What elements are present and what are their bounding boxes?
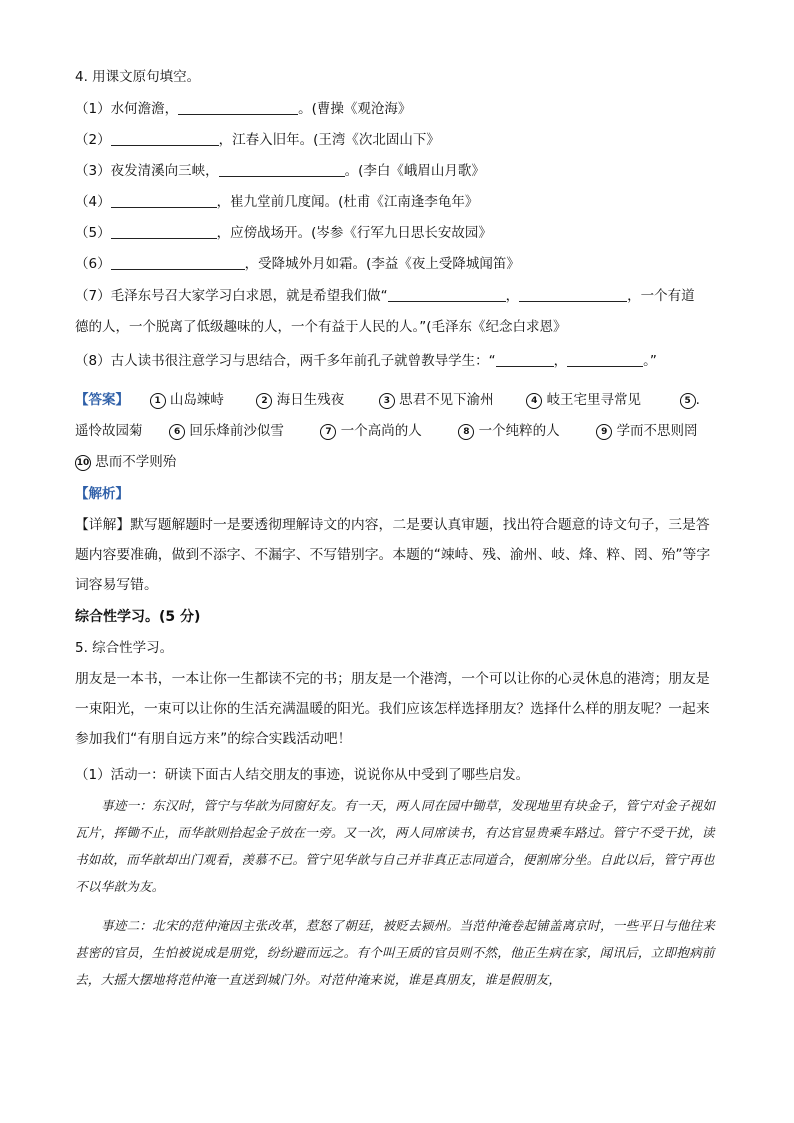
circled-number: 8 (458, 424, 474, 440)
q5-intro: 朋友是一本书，一本让你一生都读不完的书；朋友是一个港湾，一个可以让你的心灵休息的港湾；朋友是一束阳光，一束可以让你的生活充满温暖的阳光。我们应该怎样选择朋友？选择什么样的朋友呢？一起来参加我们“有朋自远方来”的综合实践活动吧！ (75, 671, 710, 747)
q4-item-3: （3）夜发清溪向三峡， 。(李白《峨眉山月歌》 (75, 163, 485, 179)
answer-item: 一个高尚的人 (340, 423, 422, 439)
circled-number: 1 (150, 393, 166, 409)
answer-item: 回乐烽前沙似雪 (189, 423, 284, 439)
answer-blank[interactable] (111, 224, 217, 239)
answer-item: 学而不思则罔 (616, 423, 698, 439)
circled-number: 5 (680, 393, 696, 409)
answer-item: 思君不见下渝州 (399, 392, 494, 408)
activity-1: （1）活动一：研读下面古人结交朋友的事迹，说说你从中受到了哪些启发。 (75, 767, 530, 783)
circled-number: 3 (379, 393, 395, 409)
answer-row-3 (75, 452, 725, 472)
circled-number: 10 (75, 455, 91, 471)
circled-number: 7 (320, 424, 336, 440)
answer-item: 山岛竦峙 (169, 392, 224, 408)
detail-label: 【详解】 (75, 517, 131, 533)
answer-blank[interactable] (388, 287, 506, 302)
story-2: 事迹二：北宋的范仲淹因主张改革，惹怒了朝廷，被贬去颍州。当范仲淹卷起铺盖离京时，一些平日与他往来甚密的官员，生怕被说成是朋党，纷纷避而远之。有个叫王质的官员则不然，他正生病在家，闻讯后，立即抱病前去，大摇大摆地将范仲淹一直送到城门外。对范仲淹来说，谁是真朋友，谁是假朋友， (75, 918, 716, 987)
answer-item: 一个纯粹的人 (478, 423, 560, 439)
q4-item-4: （4） ，崔九堂前几度闻。(杜甫《江南逢李龟年》 (75, 194, 479, 210)
answer-blank[interactable] (219, 162, 345, 177)
circled-number: 9 (596, 424, 612, 440)
story-1: 事迹一：东汉时，管宁与华歆为同窗好友。有一天，两人同在园中锄草，发现地里有块金子，管宁对金子视如瓦片，挥锄不止，而华歆则拾起金子放在一旁。又一次，两人同席读书，有达官显贵乘车路过。管宁不受干扰，读书如故，而华歆却出门观看，羡慕不已。管宁见华歆与自己并非真正志同道合，便割席分坐。自此以后，管宁再也不以华歆为友。 (75, 798, 716, 894)
analysis-label: 【解析】 (75, 486, 129, 502)
q4-item-7-line2: 德的人，一个脱离了低级趣味的人，一个有益于人民的人。”(毛泽东《纪念白求恩》 (75, 319, 567, 335)
analysis-detail (75, 510, 720, 600)
circled-number: 2 (256, 393, 272, 409)
circled-number: 6 (169, 424, 185, 440)
detail-text: 默写题解题时一是要透彻理解诗文的内容，二是要认真审题，找出符合题意的诗文句子，三是答题内容要准确，做到不添字、不漏字、不写错别字。本题的“竦峙、残、渝州、岐、烽、粹、罔、殆”等字词容易写错。 (75, 517, 711, 593)
q4-item-6: （6） ，受降城外月如霜。(李益《夜上受降城闻笛》 (75, 256, 520, 272)
q4-item-8: （8）古人读书很注意学习与思结合，两千多年前孔子就曾教导学生：“ ， 。” (75, 353, 657, 369)
answer-item: 遥怜故园菊 (75, 423, 143, 439)
answer-blank[interactable] (567, 352, 643, 367)
answer-blank[interactable] (111, 255, 245, 270)
answer-item: . (695, 392, 700, 408)
answer-item: 岐王宅里寻常见 (546, 392, 642, 408)
answer-blank[interactable] (111, 131, 219, 146)
answer-item: 思而不学则殆 (95, 454, 177, 470)
q4-item-1: （1）水何澹澹， 。(曹操《观沧海》 (75, 101, 412, 117)
answer-blank[interactable] (111, 193, 217, 208)
q4-item-5: （5） ，应傍战场开。(岑参《行军九日思长安故园》 (75, 225, 492, 241)
circled-number: 4 (526, 393, 542, 409)
section-heading: 综合性学习。(5 分) (75, 609, 201, 625)
answer-item: 海日生残夜 (276, 392, 345, 408)
answer-label: 【答案】 (75, 392, 129, 408)
answer-blank[interactable] (178, 100, 298, 115)
answer-blank[interactable] (496, 352, 554, 367)
answer-row-1 (75, 390, 725, 410)
answer-row-2 (75, 421, 725, 441)
q4-item-7: （7）毛泽东号召大家学习白求恩，就是希望我们做“ ， ，一个有道 (75, 288, 695, 304)
answer-blank[interactable] (519, 287, 627, 302)
q4-title: 4. 用课文原句填空。 (75, 69, 201, 85)
q5-title: 5. 综合性学习。 (75, 640, 174, 656)
q4-item-2: （2） ，江春入旧年。(王湾《次北固山下》 (75, 132, 440, 148)
